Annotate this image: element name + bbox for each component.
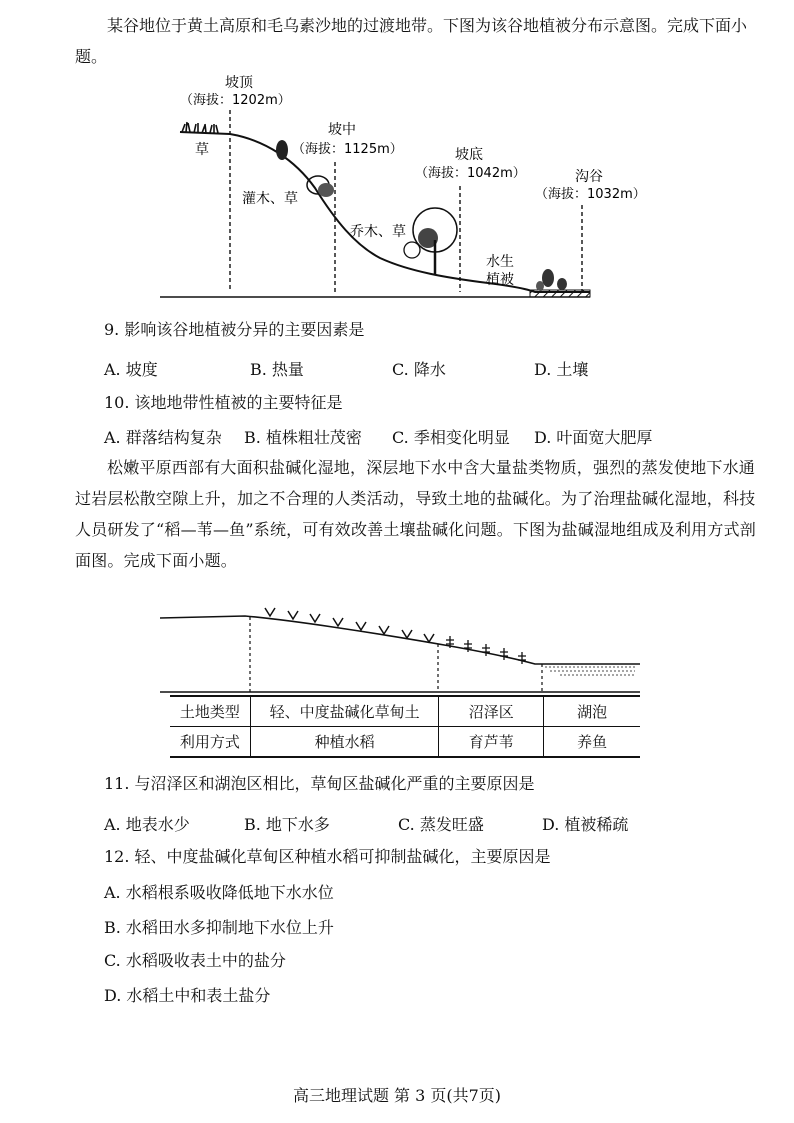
q9-option-c: C. 降水 [392, 360, 446, 379]
label-grass: 草 [195, 142, 209, 158]
label-aquatic-2: 植被 [486, 272, 514, 288]
table-cell: 利用方式 [170, 727, 250, 758]
table-cell: 育芦苇 [439, 727, 544, 758]
valley-floor [530, 290, 590, 297]
rice-plant-icon [265, 608, 434, 642]
page-footer: 高三地理试题 第 3 页(共7页) [292, 1086, 502, 1105]
table-cell: 养鱼 [544, 727, 640, 758]
table-cell: 沼泽区 [439, 696, 544, 727]
wetland-surface [160, 616, 640, 664]
label-mid: 坡中 [328, 122, 356, 138]
aquatic-plant-icon [536, 269, 567, 291]
table-cell: 种植水稻 [250, 727, 439, 758]
q10-option-c: C. 季相变化明显 [392, 428, 510, 447]
q12-option-a: A. 水稻根系吸收降低地下水水位 [104, 883, 334, 902]
label-tree: 乔木、草 [350, 224, 406, 240]
q9-option-a: A. 坡度 [104, 360, 158, 379]
q9-option-d: D. 土壤 [534, 360, 589, 379]
label-mid-altitude: （海拔：1125m） [292, 142, 403, 157]
label-bottom-altitude: （海拔：1042m） [415, 166, 526, 181]
table-cell: 土地类型 [170, 696, 250, 727]
intro-paragraph-1: 某谷地位于黄土高原和毛乌素沙地的过渡地带。下图为该谷地植被分布示意图。完成下面小题。 [75, 16, 748, 66]
tree-icon [404, 208, 457, 275]
q12-option-b: B. 水稻田水多抑制地下水位上升 [104, 918, 334, 937]
intro-paragraph-2: 松嫩平原西部有大面积盐碱化湿地，深层地下水中含大量盐类物质，强烈的蒸发使地下水通过岩层松散空隙上升，加之不合理的人类活动，导致土地的盐碱化。为了治理盐碱化湿地，科技人员研发了“稻—苇—鱼”系统，可有效改善土壤盐碱化问题。下图为盐碱湿地组成及利用方式剖面图。完成下面小题。 [75, 458, 756, 570]
label-top: 坡顶 [225, 75, 253, 91]
q10-option-d: D. 叶面宽大肥厚 [534, 428, 653, 447]
label-aquatic-1: 水生 [486, 254, 514, 270]
q11-option-a: A. 地表水少 [104, 815, 190, 834]
label-top-altitude: （海拔：1202m） [180, 93, 291, 108]
table-cell: 轻、中度盐碱化草甸土 [250, 696, 439, 727]
q10-option-a: A. 群落结构复杂 [104, 428, 222, 447]
valley-vegetation-diagram [150, 70, 646, 305]
table-row [170, 727, 640, 758]
q12-option-c: C. 水稻吸收表土中的盐分 [104, 951, 286, 970]
q11-option-c: C. 蒸发旺盛 [398, 815, 484, 834]
q12-stem: 12. 轻、中度盐碱化草甸区种植水稻可抑制盐碱化，主要原因是 [104, 847, 551, 866]
label-gully-altitude: （海拔：1032m） [535, 187, 646, 202]
q11-option-d: D. 植被稀疏 [542, 815, 629, 834]
label-gully: 沟谷 [575, 169, 603, 185]
table-row [170, 696, 640, 727]
q11-stem: 11. 与沼泽区和湖泡区相比，草甸区盐碱化严重的主要原因是 [104, 774, 535, 793]
reed-icon [446, 636, 526, 664]
q9-stem: 9. 影响该谷地植被分异的主要因素是 [104, 320, 365, 339]
q10-option-b: B. 植株粗壮茂密 [244, 428, 362, 447]
label-shrub: 灌木、草 [242, 191, 298, 207]
q10-stem: 10. 该地地带性植被的主要特征是 [104, 393, 343, 412]
q11-option-b: B. 地下水多 [244, 815, 330, 834]
label-bottom: 坡底 [455, 147, 483, 163]
q12-option-d: D. 水稻土中和表土盐分 [104, 986, 271, 1005]
saline-wetland-profile [150, 598, 650, 694]
lake-water [545, 667, 635, 675]
table-cell: 湖泡 [544, 696, 640, 727]
q9-option-b: B. 热量 [250, 360, 304, 379]
wetland-table [170, 695, 640, 758]
